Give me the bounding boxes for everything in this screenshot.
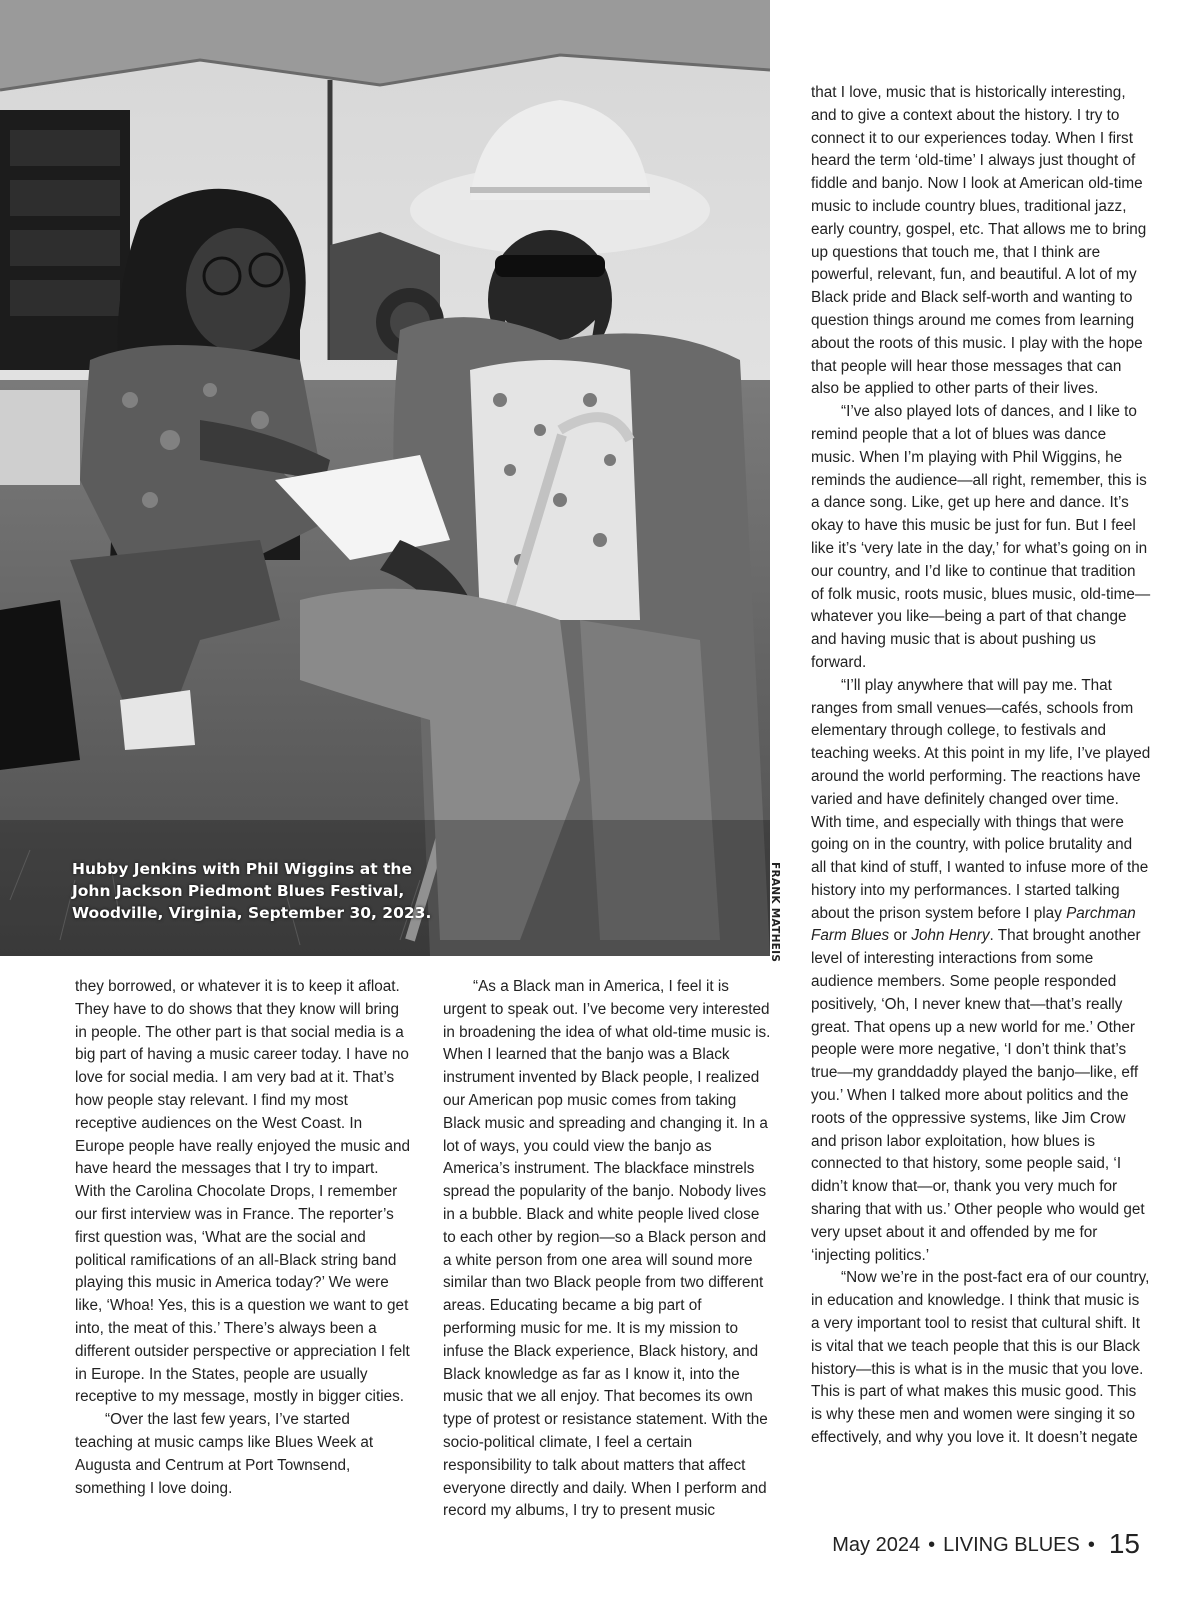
song-title: John Henry [911,927,990,945]
issue-date: May 2024 [832,1534,921,1556]
text-run: “I’ll play anywhere that will pay me. That ranges from small venues—cafés, schools from elementary through college, to festivals and teaching weeks. At this point in my life, I’ve played around the world performing. The reactions have varied and have definitely changed over time. With time, and especially with things that were going on in the country, with police brutality and all that kind of stuff, I wanted to infuse more of the history into my performances. I started talking about the prison system before I play [811,676,1151,922]
song-title: Parchman Farm Blues [811,904,1136,945]
page-number: 15 [1108,1528,1140,1559]
paragraph: “Now we’re in the post-fact era of our country, in education and knowledge. I think that music is a very important tool to resist that cultural shift. It is vital that we teach people that this is our Black history—this is what is in the music that you love. This is part of what makes this music good. This is why these men and women were singing it so effectively, and why you love it. It doesn’t negate [811,1269,1150,1447]
separator-dot: • [928,1534,936,1556]
paragraph: that I love, music that is historically interesting, and to give a context about the history. I try to connect it to our experiences today. When I first heard the term ‘old-time’ I always just thought of fiddle and banjo. Now I look at American old-time music to include country blues, traditional jazz, early country, gospel, etc. That allows me to bring up questions that touch me, that I think are powerful, relevant, fun, and beautiful. A lot of my Black pride and Black self-worth and wanting to question things around me comes from learning about the roots of this music. I play with the hope that people will hear those messages that can also be applied to other parts of their lives. [811,84,1147,398]
text-run: . That brought another level of interesting interactions from some audience members. Some people responded positively, ‘Oh, I never knew that—that’s really great. That opens up a new world for me.’ Other people were more negative, ‘I don’t think that’s true—my granddaddy played the banjo—like, eff you.’ When I talked more about politics and the roots of the oppressive systems, like Jim Crow and prison labor exploitation, how blues is connected to that history, some people said, ‘I didn’t know that—or, thank you very much for sharing that with us.’ Other people who would get very upset about it and offended by me for ‘injecting politics.’ [811,927,1145,1264]
separator-dot: • [1087,1534,1095,1556]
text-run: or [889,927,912,945]
photo-caption: Hubby Jenkins with Phil Wiggins at the John Jackson Piedmont Blues Festival, Woodville, Virginia, September 30, 2023. [72,860,432,922]
article-column-3 [811,82,1151,1450]
photo-illustration [0,0,770,956]
page-footer [832,1528,1140,1561]
paragraph: “As a Black man in America, I feel it is urgent to speak out. I’ve become very interested in broadening the idea of what old-time music is. When I learned that the banjo was a Black instrument invented by Black people, I realized our American pop music comes from taking Black music and spreading and changing it. In a lot of ways, you could view the banjo as America’s instrument. The blackface minstrels spread the popularity of the banjo. Nobody lives in a bubble. Black and white people lived close to each other by region—so a Black person and a white person from one area will sound more similar than two Black people from two different areas. Educating became a big part of performing music for me. It is my mission to infuse the Black experience, Black history, and Black knowledge as far as I know it, into the music that we all enjoy. That becomes its own type of protest or resistance statement. With the socio-political climate, I feel a certain responsibility to talk about matters that affect everyone directly and daily. When I perform and record my albums, I try to present music [443,978,771,1520]
paragraph: “Over the last few years, I’ve started teaching at music camps like Blues Week at Augusta and Centrum at Port Townsend, something I love doing. [75,1411,374,1497]
feature-photo [0,0,770,956]
magazine-name: LIVING BLUES [943,1534,1080,1556]
photo-credit: FRANK MATHEIS [769,862,781,963]
article-column-1 [75,976,411,1500]
paragraph: “I’ve also played lots of dances, and I like to remind people that a lot of blues was dance music. When I’m playing with Phil Wiggins, he reminds the audience—all right, remember, this is a dance song. Like, get up here and dance. It’s okay to have this music be just for fun. But I feel like it’s ‘very late in the day,’ for what’s going on in our country, and I’d like to continue that tradition of folk music, roots music, blues music, old-time—whatever you like—being a part of that change and having music that is about pushing us forward. [811,403,1151,671]
article-column-2 [443,976,771,1523]
paragraph: they borrowed, or whatever it is to keep it afloat. They have to do shows that they know will bring in people. The other part is that social media is a big part of having a music career today. I have no love for social media. I am very bad at it. That’s how people stay relevant. I find my most receptive audiences on the West Coast. In Europe people have really enjoyed the music and have heard the messages that I try to impart. With the Carolina Chocolate Drops, I remember our first interview was in France. The reporter’s first question was, ‘What are the social and political ramifications of an all-Black string band playing this music in America today?’ We were like, ‘Whoa! Yes, this is a question we want to get into, the meat of this.’ There’s always been a different outsider perspective or appreciation I felt in Europe. In the States, people are usually receptive to my message, mostly in bigger cities. [75,978,411,1406]
paragraph [811,675,1151,1268]
